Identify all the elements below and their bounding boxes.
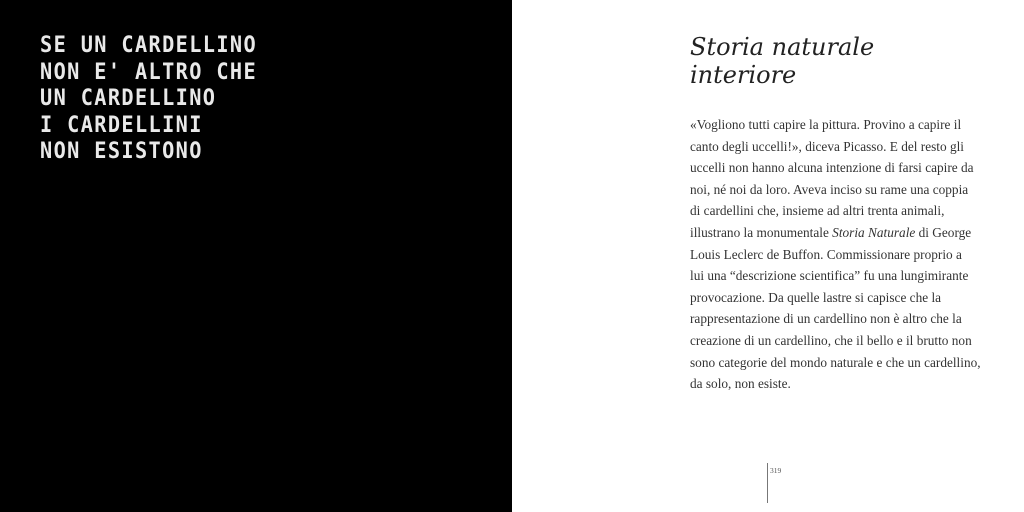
book-title-italic: Storia Naturale	[832, 224, 916, 240]
quote-line: SE UN CARDELLINO	[40, 33, 258, 58]
right-page	[512, 0, 1024, 512]
body-text-run: noi, né noi da loro. Aveva inciso su rame una coppia	[690, 181, 969, 197]
chapter-title-line: interiore	[690, 61, 797, 89]
body-line	[690, 222, 1000, 244]
body-text-run: rappresentazione di un cardellino non è altro che la	[690, 311, 962, 327]
body-line	[690, 179, 1000, 201]
body-text-run: lui una “descrizione scientifica” fu una lungimirante	[690, 268, 969, 284]
body-line	[690, 352, 1000, 374]
body-paragraph	[690, 114, 1000, 395]
body-text-run: sono categorie del mondo naturale e che un cardellino,	[690, 354, 981, 370]
body-line	[690, 136, 1000, 158]
chapter-title-line: Storia naturale	[690, 33, 875, 61]
body-text-run: «Vogliono tutti capire la pittura. Provino a capire il	[690, 117, 962, 132]
page-number: 319	[770, 466, 782, 475]
body-text-run: uccelli non hanno alcuna intenzione di farsi capire da	[690, 160, 974, 176]
quote-line: NON ESISTONO	[40, 139, 203, 164]
body-text-run: provocazione. Da quelle lastre si capisce che la	[690, 289, 942, 305]
body-text-run: di George	[915, 224, 972, 240]
body-line	[690, 244, 1000, 266]
body-line	[690, 200, 1000, 222]
body-line	[690, 308, 1000, 330]
body-text-run: illustrano la monumentale	[690, 224, 833, 240]
body-text-run: creazione di un cardellino, che il bello e il brutto non	[690, 332, 972, 348]
quote-line: I CARDELLINI	[40, 112, 203, 138]
chapter-title	[690, 33, 990, 89]
body-line	[690, 265, 1000, 287]
body-line	[690, 373, 1000, 395]
cover-quote	[40, 33, 276, 166]
body-line	[690, 114, 1000, 136]
page-number-rule	[767, 463, 768, 503]
body-line	[690, 157, 1000, 179]
body-text-run: di cardellini che, insieme ad altri trenta animali,	[690, 203, 945, 219]
body-text-run: da solo, non esiste.	[690, 376, 791, 392]
quote-line: NON E' ALTRO CHE	[40, 59, 258, 85]
body-text-run: Louis Leclerc de Buffon. Commissionare proprio a	[690, 246, 962, 262]
body-line	[690, 287, 1000, 309]
body-line	[690, 330, 1000, 352]
body-text-run: canto degli uccelli!», diceva Picasso. E del resto gli	[690, 138, 964, 154]
quote-line: UN CARDELLINO	[40, 86, 217, 111]
